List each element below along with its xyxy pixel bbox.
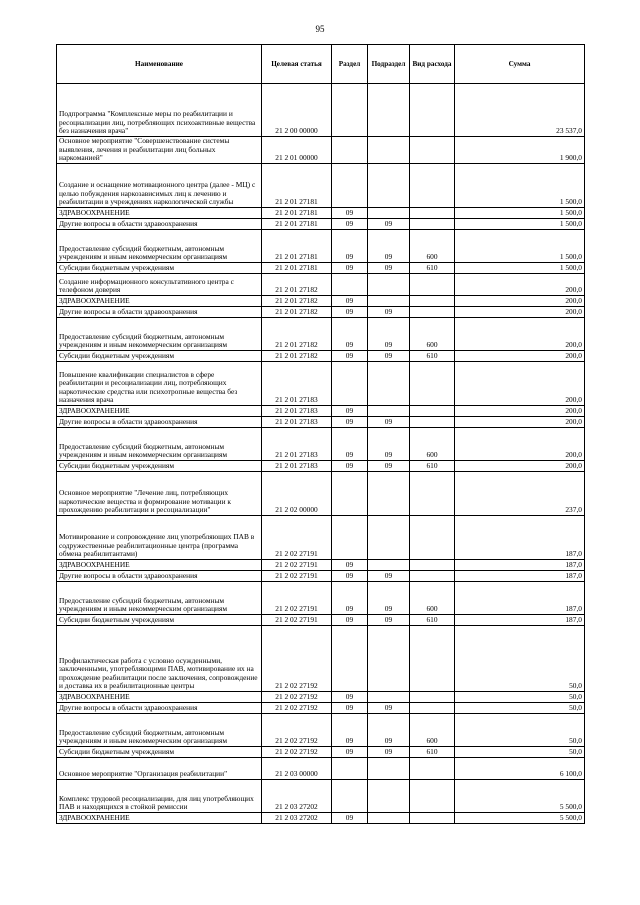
row-subsection-cell xyxy=(368,84,410,137)
row-subsection-cell xyxy=(368,406,410,417)
row-expense-cell: 610 xyxy=(410,351,455,362)
row-section-cell: 09 xyxy=(332,582,368,615)
row-subsection-cell: 09 xyxy=(368,318,410,351)
row-sum-cell: 1 500,0 xyxy=(455,230,585,263)
row-section-cell: 09 xyxy=(332,351,368,362)
row-sum-cell: 5 500,0 xyxy=(455,813,585,824)
table-row xyxy=(57,582,585,615)
row-section-cell xyxy=(332,362,368,406)
row-code-cell: 21 2 02 27191 xyxy=(262,582,332,615)
table-row xyxy=(57,461,585,472)
row-name-cell: Субсидии бюджетным учреждениям xyxy=(57,263,262,274)
row-subsection-cell: 09 xyxy=(368,615,410,626)
row-sum-cell: 187,0 xyxy=(455,615,585,626)
row-section-cell: 09 xyxy=(332,615,368,626)
row-code-cell: 21 2 03 00000 xyxy=(262,758,332,780)
row-section-cell xyxy=(332,626,368,692)
row-sum-cell: 200,0 xyxy=(455,461,585,472)
row-code-cell: 21 2 01 00000 xyxy=(262,137,332,164)
column-header-code: Целевая статья xyxy=(262,45,332,84)
row-sum-cell: 200,0 xyxy=(455,362,585,406)
table-row xyxy=(57,274,585,296)
table-row xyxy=(57,703,585,714)
row-sum-cell: 6 100,0 xyxy=(455,758,585,780)
row-expense-cell xyxy=(410,758,455,780)
row-code-cell: 21 2 01 27183 xyxy=(262,406,332,417)
row-expense-cell xyxy=(410,417,455,428)
row-expense-cell xyxy=(410,208,455,219)
row-subsection-cell xyxy=(368,758,410,780)
row-expense-cell: 600 xyxy=(410,230,455,263)
row-code-cell: 21 2 01 27183 xyxy=(262,428,332,461)
row-expense-cell xyxy=(410,571,455,582)
row-sum-cell: 50,0 xyxy=(455,714,585,747)
table-row xyxy=(57,164,585,208)
row-code-cell: 21 2 01 27181 xyxy=(262,219,332,230)
table-row xyxy=(57,406,585,417)
row-sum-cell: 187,0 xyxy=(455,582,585,615)
row-expense-cell xyxy=(410,164,455,208)
row-name-cell: Другие вопросы в области здравоохранения xyxy=(57,571,262,582)
row-sum-cell: 50,0 xyxy=(455,703,585,714)
row-subsection-cell: 09 xyxy=(368,307,410,318)
column-header-sum: Сумма xyxy=(455,45,585,84)
row-name-cell: Другие вопросы в области здравоохранения xyxy=(57,417,262,428)
row-name-cell: Другие вопросы в области здравоохранения xyxy=(57,703,262,714)
table-row xyxy=(57,230,585,263)
row-name-cell: Создание информационного консультативного центра с телефоном доверия xyxy=(57,274,262,296)
row-sum-cell: 200,0 xyxy=(455,296,585,307)
row-code-cell: 21 2 01 27182 xyxy=(262,318,332,351)
column-header-section: Раздел xyxy=(332,45,368,84)
table-row xyxy=(57,472,585,516)
row-code-cell: 21 2 02 27192 xyxy=(262,703,332,714)
table-row xyxy=(57,747,585,758)
row-subsection-cell: 09 xyxy=(368,461,410,472)
row-name-cell: Субсидии бюджетным учреждениям xyxy=(57,351,262,362)
row-expense-cell: 610 xyxy=(410,263,455,274)
row-section-cell: 09 xyxy=(332,219,368,230)
row-subsection-cell xyxy=(368,137,410,164)
row-sum-cell: 23 537,0 xyxy=(455,84,585,137)
row-section-cell: 09 xyxy=(332,747,368,758)
row-subsection-cell xyxy=(368,626,410,692)
row-code-cell: 21 2 01 27182 xyxy=(262,351,332,362)
row-code-cell: 21 2 01 27182 xyxy=(262,307,332,318)
row-section-cell: 09 xyxy=(332,813,368,824)
budget-table xyxy=(56,44,585,824)
row-sum-cell: 1 500,0 xyxy=(455,219,585,230)
row-section-cell: 09 xyxy=(332,714,368,747)
row-sum-cell: 1 500,0 xyxy=(455,208,585,219)
row-code-cell: 21 2 02 27191 xyxy=(262,560,332,571)
row-expense-cell xyxy=(410,274,455,296)
row-sum-cell: 1 500,0 xyxy=(455,164,585,208)
table-row xyxy=(57,780,585,813)
row-sum-cell: 200,0 xyxy=(455,274,585,296)
row-expense-cell xyxy=(410,137,455,164)
row-code-cell: 21 2 01 27183 xyxy=(262,362,332,406)
row-name-cell: ЗДРАВООХРАНЕНИЕ xyxy=(57,406,262,417)
page-number: 95 xyxy=(315,24,325,34)
table-row xyxy=(57,758,585,780)
row-code-cell: 21 2 01 27183 xyxy=(262,417,332,428)
row-name-cell: ЗДРАВООХРАНЕНИЕ xyxy=(57,692,262,703)
row-subsection-cell xyxy=(368,692,410,703)
row-name-cell: ЗДРАВООХРАНЕНИЕ xyxy=(57,208,262,219)
row-section-cell: 09 xyxy=(332,406,368,417)
row-name-cell: Основное мероприятие "Организация реабилитации" xyxy=(57,758,262,780)
table-header-row xyxy=(57,45,585,84)
row-sum-cell: 187,0 xyxy=(455,516,585,560)
table-row xyxy=(57,362,585,406)
row-name-cell: Подпрограмма "Комплексные меры по реабилитации и ресоциализации лиц, потребляющих психоактивные вещества без назначения врача" xyxy=(57,84,262,137)
row-name-cell: Мотивирование и сопровождение лиц употребляющих ПАВ в содружественные реабилитационные центра (программа обмена реабилитантами) xyxy=(57,516,262,560)
row-name-cell: Предоставление субсидий бюджетным, автономным учреждениям и иным некоммерческим организациям xyxy=(57,230,262,263)
row-section-cell xyxy=(332,274,368,296)
row-sum-cell: 200,0 xyxy=(455,406,585,417)
row-code-cell: 21 2 00 00000 xyxy=(262,84,332,137)
row-section-cell: 09 xyxy=(332,560,368,571)
row-code-cell: 21 2 02 27192 xyxy=(262,747,332,758)
table-row xyxy=(57,692,585,703)
row-sum-cell: 200,0 xyxy=(455,417,585,428)
row-expense-cell xyxy=(410,626,455,692)
table-row xyxy=(57,615,585,626)
table-row xyxy=(57,307,585,318)
row-code-cell: 21 2 02 00000 xyxy=(262,472,332,516)
table-row xyxy=(57,714,585,747)
row-name-cell: Предоставление субсидий бюджетным, автономным учреждениям и иным некоммерческим организациям xyxy=(57,428,262,461)
column-header-subsection: Подраздел xyxy=(368,45,410,84)
row-name-cell: ЗДРАВООХРАНЕНИЕ xyxy=(57,296,262,307)
row-expense-cell: 600 xyxy=(410,582,455,615)
table-row xyxy=(57,571,585,582)
row-code-cell: 21 2 01 27181 xyxy=(262,164,332,208)
row-expense-cell: 610 xyxy=(410,615,455,626)
row-name-cell: Создание и оснащение мотивационного центра (далее - МЦ) с целью побуждения наркозависимых лиц к лечению и реабилитации в учреждениях наркологической службы xyxy=(57,164,262,208)
row-sum-cell: 200,0 xyxy=(455,318,585,351)
row-code-cell: 21 2 01 27182 xyxy=(262,296,332,307)
row-section-cell: 09 xyxy=(332,208,368,219)
row-subsection-cell xyxy=(368,472,410,516)
row-section-cell: 09 xyxy=(332,692,368,703)
row-name-cell: Повышение квалификации специалистов в сфере реабилитации и ресоциализации лиц, потребляющих наркотические средства или психотропные вещества без назначения врача xyxy=(57,362,262,406)
row-code-cell: 21 2 01 27181 xyxy=(262,230,332,263)
row-sum-cell: 50,0 xyxy=(455,747,585,758)
row-name-cell: Комплекс трудовой ресоциализации, для лиц употребляющих ПАВ и находящихся в стойкой ремиссии xyxy=(57,780,262,813)
row-sum-cell: 200,0 xyxy=(455,351,585,362)
row-subsection-cell: 09 xyxy=(368,571,410,582)
table-row xyxy=(57,263,585,274)
row-name-cell: Профилактическая работа с условно осужденными, заключенными, употребляющими ПАВ, мотивирование их на прохождение реабилитации после заключения, сопровождение и доставка их в реабилитационные центры xyxy=(57,626,262,692)
row-sum-cell: 237,0 xyxy=(455,472,585,516)
row-subsection-cell xyxy=(368,362,410,406)
row-subsection-cell xyxy=(368,813,410,824)
row-code-cell: 21 2 01 27181 xyxy=(262,208,332,219)
row-sum-cell: 50,0 xyxy=(455,626,585,692)
row-expense-cell xyxy=(410,296,455,307)
row-sum-cell: 187,0 xyxy=(455,571,585,582)
table-row xyxy=(57,813,585,824)
table-row xyxy=(57,417,585,428)
row-subsection-cell: 09 xyxy=(368,219,410,230)
row-sum-cell: 1 500,0 xyxy=(455,263,585,274)
row-name-cell: ЗДРАВООХРАНЕНИЕ xyxy=(57,560,262,571)
row-expense-cell: 600 xyxy=(410,318,455,351)
row-section-cell: 09 xyxy=(332,263,368,274)
row-expense-cell xyxy=(410,560,455,571)
row-section-cell: 09 xyxy=(332,296,368,307)
row-sum-cell: 50,0 xyxy=(455,692,585,703)
row-subsection-cell: 09 xyxy=(368,263,410,274)
row-section-cell xyxy=(332,84,368,137)
row-code-cell: 21 2 03 27202 xyxy=(262,780,332,813)
row-subsection-cell xyxy=(368,296,410,307)
row-name-cell: Субсидии бюджетным учреждениям xyxy=(57,747,262,758)
row-code-cell: 21 2 02 27192 xyxy=(262,692,332,703)
row-subsection-cell xyxy=(368,208,410,219)
row-expense-cell xyxy=(410,307,455,318)
table-row xyxy=(57,351,585,362)
row-section-cell: 09 xyxy=(332,307,368,318)
table-row xyxy=(57,296,585,307)
row-code-cell: 21 2 01 27181 xyxy=(262,263,332,274)
row-expense-cell: 610 xyxy=(410,747,455,758)
row-subsection-cell xyxy=(368,274,410,296)
row-expense-cell xyxy=(410,84,455,137)
row-name-cell: Предоставление субсидий бюджетным, автономным учреждениям и иным некоммерческим организациям xyxy=(57,582,262,615)
row-name-cell: Другие вопросы в области здравоохранения xyxy=(57,219,262,230)
row-section-cell xyxy=(332,164,368,208)
row-section-cell xyxy=(332,758,368,780)
row-section-cell: 09 xyxy=(332,428,368,461)
row-subsection-cell: 09 xyxy=(368,703,410,714)
table-row xyxy=(57,318,585,351)
row-expense-cell: 610 xyxy=(410,461,455,472)
row-subsection-cell: 09 xyxy=(368,417,410,428)
table-row xyxy=(57,208,585,219)
row-name-cell: Другие вопросы в области здравоохранения xyxy=(57,307,262,318)
row-sum-cell: 200,0 xyxy=(455,307,585,318)
table-body xyxy=(57,84,585,824)
row-name-cell: Основное мероприятие "Лечение лиц, потребляющих наркотические вещества и формирование мотивации к прохождению реабилитации и ресоциализации" xyxy=(57,472,262,516)
row-code-cell: 21 2 03 27202 xyxy=(262,813,332,824)
row-name-cell: Предоставление субсидий бюджетным, автономным учреждениям и иным некоммерческим организациям xyxy=(57,318,262,351)
row-subsection-cell: 09 xyxy=(368,230,410,263)
table-row xyxy=(57,84,585,137)
row-name-cell: ЗДРАВООХРАНЕНИЕ xyxy=(57,813,262,824)
row-expense-cell xyxy=(410,362,455,406)
row-section-cell xyxy=(332,472,368,516)
row-code-cell: 21 2 02 27192 xyxy=(262,714,332,747)
row-subsection-cell: 09 xyxy=(368,428,410,461)
row-expense-cell xyxy=(410,703,455,714)
row-subsection-cell xyxy=(368,164,410,208)
table-row xyxy=(57,219,585,230)
row-subsection-cell: 09 xyxy=(368,747,410,758)
row-subsection-cell: 09 xyxy=(368,714,410,747)
row-section-cell: 09 xyxy=(332,461,368,472)
row-sum-cell: 200,0 xyxy=(455,428,585,461)
column-header-name: Наименование xyxy=(57,45,262,84)
row-name-cell: Предоставление субсидий бюджетным, автономным учреждениям и иным некоммерческим организациям xyxy=(57,714,262,747)
row-section-cell: 09 xyxy=(332,318,368,351)
table-row xyxy=(57,516,585,560)
row-sum-cell: 1 900,0 xyxy=(455,137,585,164)
row-expense-cell xyxy=(410,780,455,813)
row-name-cell: Субсидии бюджетным учреждениям xyxy=(57,615,262,626)
row-code-cell: 21 2 01 27182 xyxy=(262,274,332,296)
row-code-cell: 21 2 02 27191 xyxy=(262,615,332,626)
row-section-cell: 09 xyxy=(332,703,368,714)
row-subsection-cell xyxy=(368,516,410,560)
row-expense-cell xyxy=(410,516,455,560)
row-code-cell: 21 2 01 27183 xyxy=(262,461,332,472)
row-expense-cell xyxy=(410,692,455,703)
row-name-cell: Основное мероприятие "Совершенствование системы выявления, лечения и реабилитации лиц больных наркоманией" xyxy=(57,137,262,164)
row-expense-cell: 600 xyxy=(410,428,455,461)
row-section-cell xyxy=(332,780,368,813)
row-code-cell: 21 2 02 27191 xyxy=(262,516,332,560)
row-expense-cell: 600 xyxy=(410,714,455,747)
row-section-cell: 09 xyxy=(332,230,368,263)
row-expense-cell xyxy=(410,813,455,824)
row-section-cell: 09 xyxy=(332,417,368,428)
row-subsection-cell: 09 xyxy=(368,582,410,615)
row-expense-cell xyxy=(410,406,455,417)
table-row xyxy=(57,428,585,461)
table-row xyxy=(57,626,585,692)
row-sum-cell: 187,0 xyxy=(455,560,585,571)
row-code-cell: 21 2 02 27192 xyxy=(262,626,332,692)
row-section-cell xyxy=(332,516,368,560)
row-sum-cell: 5 500,0 xyxy=(455,780,585,813)
row-subsection-cell xyxy=(368,780,410,813)
row-code-cell: 21 2 02 27191 xyxy=(262,571,332,582)
row-expense-cell xyxy=(410,219,455,230)
row-section-cell: 09 xyxy=(332,571,368,582)
table-row xyxy=(57,560,585,571)
row-subsection-cell xyxy=(368,560,410,571)
table-row xyxy=(57,137,585,164)
row-expense-cell xyxy=(410,472,455,516)
row-name-cell: Субсидии бюджетным учреждениям xyxy=(57,461,262,472)
row-section-cell xyxy=(332,137,368,164)
row-subsection-cell: 09 xyxy=(368,351,410,362)
column-header-expense: Вид расхода xyxy=(410,45,455,84)
